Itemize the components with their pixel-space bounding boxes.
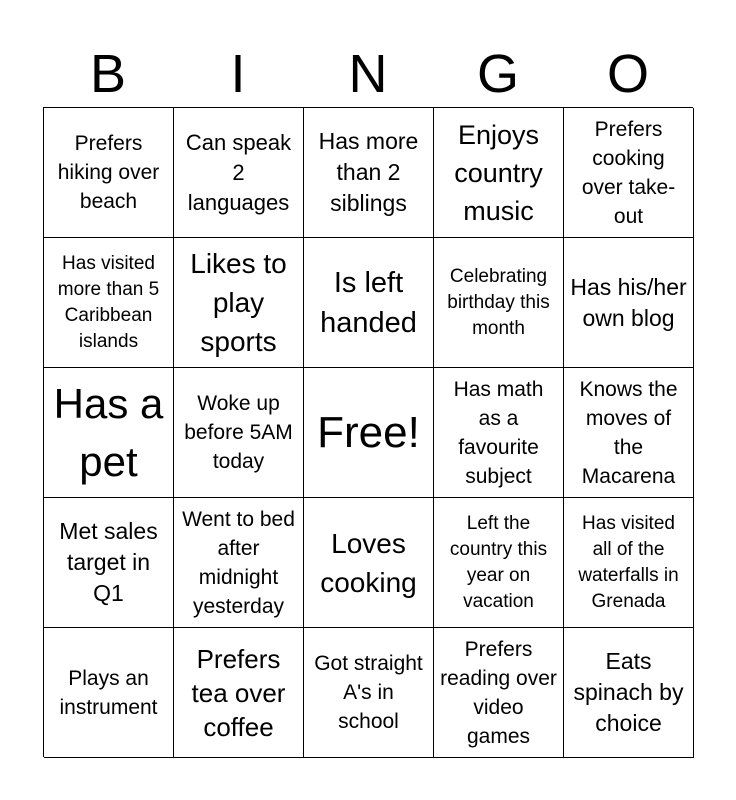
free-space-cell[interactable] [304, 368, 434, 498]
header-letter-i: I [230, 44, 246, 104]
bingo-cell[interactable] [434, 368, 564, 498]
bingo-cell[interactable] [564, 498, 694, 628]
cell-text: Prefers reading over video games [440, 637, 557, 748]
cell-text: Celebrating birthday this month [447, 265, 550, 339]
cell-text: Eats spinach by choice [573, 648, 684, 736]
cell-text: Plays an instrument [59, 666, 158, 719]
header-letter-g: G [476, 44, 519, 104]
cell-text: Woke up before 5AM today [184, 392, 293, 473]
bingo-cell[interactable] [304, 628, 434, 758]
bingo-cell[interactable] [304, 498, 434, 628]
cell-text: Prefers tea over coffee [191, 643, 286, 742]
bingo-grid [43, 107, 693, 757]
cell-text: Has more than 2 siblings [318, 128, 419, 216]
cell-text: Has a pet [53, 379, 164, 485]
bingo-cell[interactable] [44, 238, 174, 368]
bingo-cell[interactable] [304, 108, 434, 238]
cell-text: Prefers hiking over beach [57, 132, 160, 213]
bingo-cell[interactable] [174, 238, 304, 368]
bingo-cell[interactable] [434, 498, 564, 628]
bingo-cell[interactable] [174, 498, 304, 628]
header-letter-b: B [89, 44, 127, 104]
cell-text: Went to bed after midnight yesterday [182, 507, 295, 618]
bingo-cell[interactable] [174, 628, 304, 758]
cell-text: Left the country this year on vacation [449, 512, 548, 612]
header-letter-o: O [606, 44, 649, 104]
bingo-cell[interactable] [434, 628, 564, 758]
bingo-cell[interactable] [304, 238, 434, 368]
cell-text: Is left handed [320, 266, 417, 339]
cell-text: Has visited more than 5 Caribbean islands [57, 252, 160, 352]
bingo-cell[interactable] [44, 628, 174, 758]
bingo-cell[interactable] [44, 108, 174, 238]
bingo-cell[interactable] [434, 108, 564, 238]
cell-text: Got straight A's in school [314, 652, 423, 733]
bingo-cell[interactable] [174, 368, 304, 498]
cell-text: Has visited all of the waterfalls in Grenada [578, 512, 679, 612]
header-letter-n: N [348, 44, 388, 104]
cell-text: Has his/her own blog [570, 273, 687, 331]
free-space-text: Free! [317, 407, 420, 457]
cell-text: Loves cooking [320, 527, 417, 598]
cell-text: Likes to play sports [190, 248, 287, 357]
bingo-cell[interactable] [44, 368, 174, 498]
cell-text: Prefers cooking over take-out [581, 117, 676, 228]
bingo-cell[interactable] [564, 108, 694, 238]
cell-text: Has math as a favourite subject [453, 377, 544, 488]
bingo-cell[interactable] [564, 628, 694, 758]
bingo-cell[interactable] [564, 238, 694, 368]
cell-text: Met sales target in Q1 [59, 518, 158, 606]
cell-text: Knows the moves of the Macarena [579, 377, 678, 488]
bingo-cell[interactable] [564, 368, 694, 498]
bingo-header [43, 40, 693, 108]
cell-text: Enjoys country music [454, 119, 543, 226]
bingo-cell[interactable] [44, 498, 174, 628]
cell-text: Can speak 2 languages [185, 129, 292, 215]
bingo-cell[interactable] [174, 108, 304, 238]
bingo-cell[interactable] [434, 238, 564, 368]
